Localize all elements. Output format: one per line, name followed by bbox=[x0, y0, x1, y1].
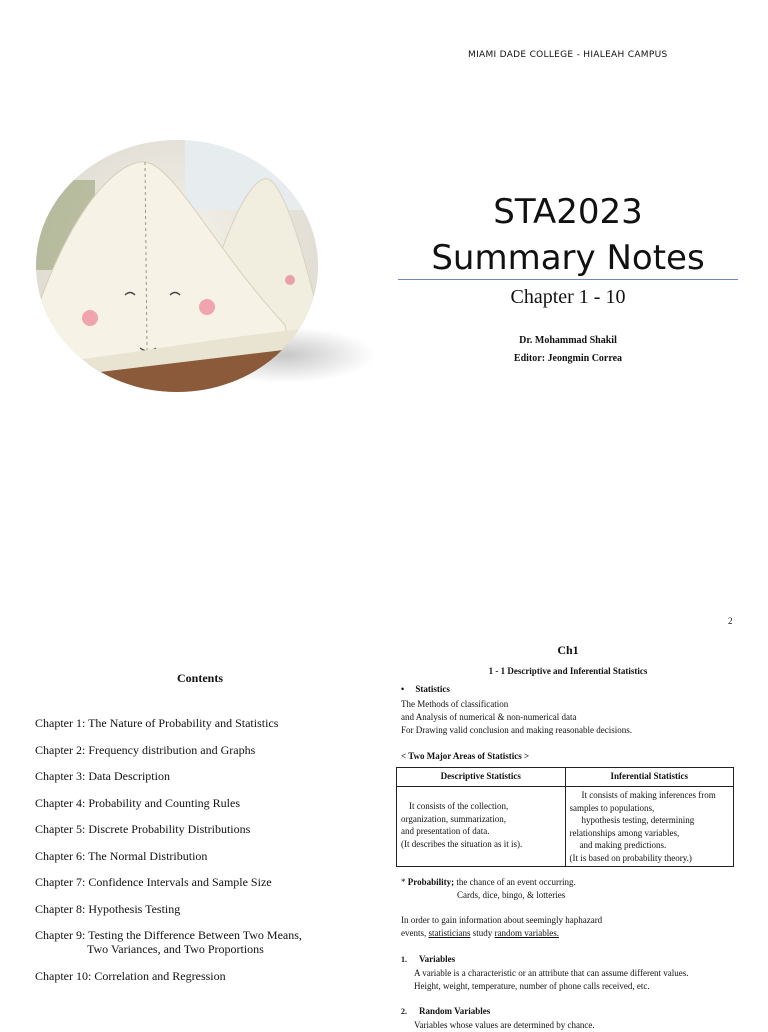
toc-item[interactable]: Chapter 5: Discrete Probability Distributions bbox=[35, 822, 251, 836]
statistics-definition: The Methods of classification and Analysis of numerical & non-numerical data For Drawing valid conclusion and making reasonable decisions. bbox=[401, 699, 632, 735]
probability-definition: * Probability; the chance of an event occurring. Cards, dice, bingo, & lotteries bbox=[401, 877, 576, 900]
descriptive-cell: It consists of the collection, organization, summarization, and presentation of data. (It describes the situation as it is). bbox=[397, 787, 566, 867]
statistics-table bbox=[396, 767, 734, 867]
author: Dr. Mohammad Shakil bbox=[519, 335, 617, 346]
editor: Editor: Jeongmin Correa bbox=[513, 353, 623, 364]
table-header: Descriptive Statistics bbox=[397, 768, 566, 787]
doc-title-line1: STA2023 bbox=[493, 192, 643, 232]
toc-item[interactable]: Chapter 10: Correlation and Regression bbox=[35, 968, 226, 983]
toc-item[interactable]: Chapter 9: Testing the Difference Between Two Means, Two Variances, and Two Proportions bbox=[35, 928, 302, 956]
random-variables-intro: In order to gain information about seemingly haphazard events, statisticians study random variables. bbox=[401, 915, 603, 938]
doc-subtitle: Chapter 1 - 10 bbox=[510, 286, 626, 308]
table-header: Inferential Statistics bbox=[565, 768, 734, 787]
table-of-contents bbox=[35, 716, 375, 995]
page-number: 2 bbox=[728, 616, 733, 626]
toc-item[interactable]: Chapter 7: Confidence Intervals and Sample Size bbox=[35, 875, 272, 889]
toc-item[interactable]: Chapter 3: Data Description bbox=[35, 769, 170, 783]
toc-item[interactable]: Chapter 2: Frequency distribution and Graphs bbox=[35, 742, 256, 757]
toc-item[interactable]: Chapter 1: The Nature of Probability and Statistics bbox=[35, 716, 279, 730]
section-title: 1 - 1 Descriptive and Inferential Statistics bbox=[488, 666, 648, 676]
college-header: MIAMI DADE COLLEGE - HIALEAH CAMPUS bbox=[468, 50, 668, 60]
contents-title: Contents bbox=[176, 671, 223, 685]
areas-heading: < Two Major Areas of Statistics > bbox=[401, 751, 530, 761]
toc-item[interactable]: Chapter 8: Hypothesis Testing bbox=[35, 901, 181, 916]
toc-item[interactable]: Chapter 6: The Normal Distribution bbox=[35, 848, 208, 863]
bullet-statistics: • Statistics bbox=[401, 684, 450, 694]
doc-title-line2: Summary Notes bbox=[431, 238, 705, 278]
title-rule bbox=[398, 279, 738, 280]
chapter-title: Ch1 bbox=[557, 643, 579, 657]
numbered-item-variables: 1. Variables A variable is a characteristic or an attribute that can assume different values. Height, weight, temperature, number of phone calls received, etc. bbox=[401, 954, 689, 991]
inferential-cell: It consists of making inferences from samples to populations, hypothesis testing, determining relationships among variables, and making predictions. (It is based on probability theory.) bbox=[565, 787, 734, 867]
bullet-icon: • bbox=[401, 684, 416, 694]
cover-photo bbox=[35, 140, 380, 400]
toc-item[interactable]: Chapter 4: Probability and Counting Rules bbox=[35, 795, 240, 810]
numbered-item-random-variables: 2. Random Variables Variables whose values are determined by chance. bbox=[401, 1006, 595, 1030]
